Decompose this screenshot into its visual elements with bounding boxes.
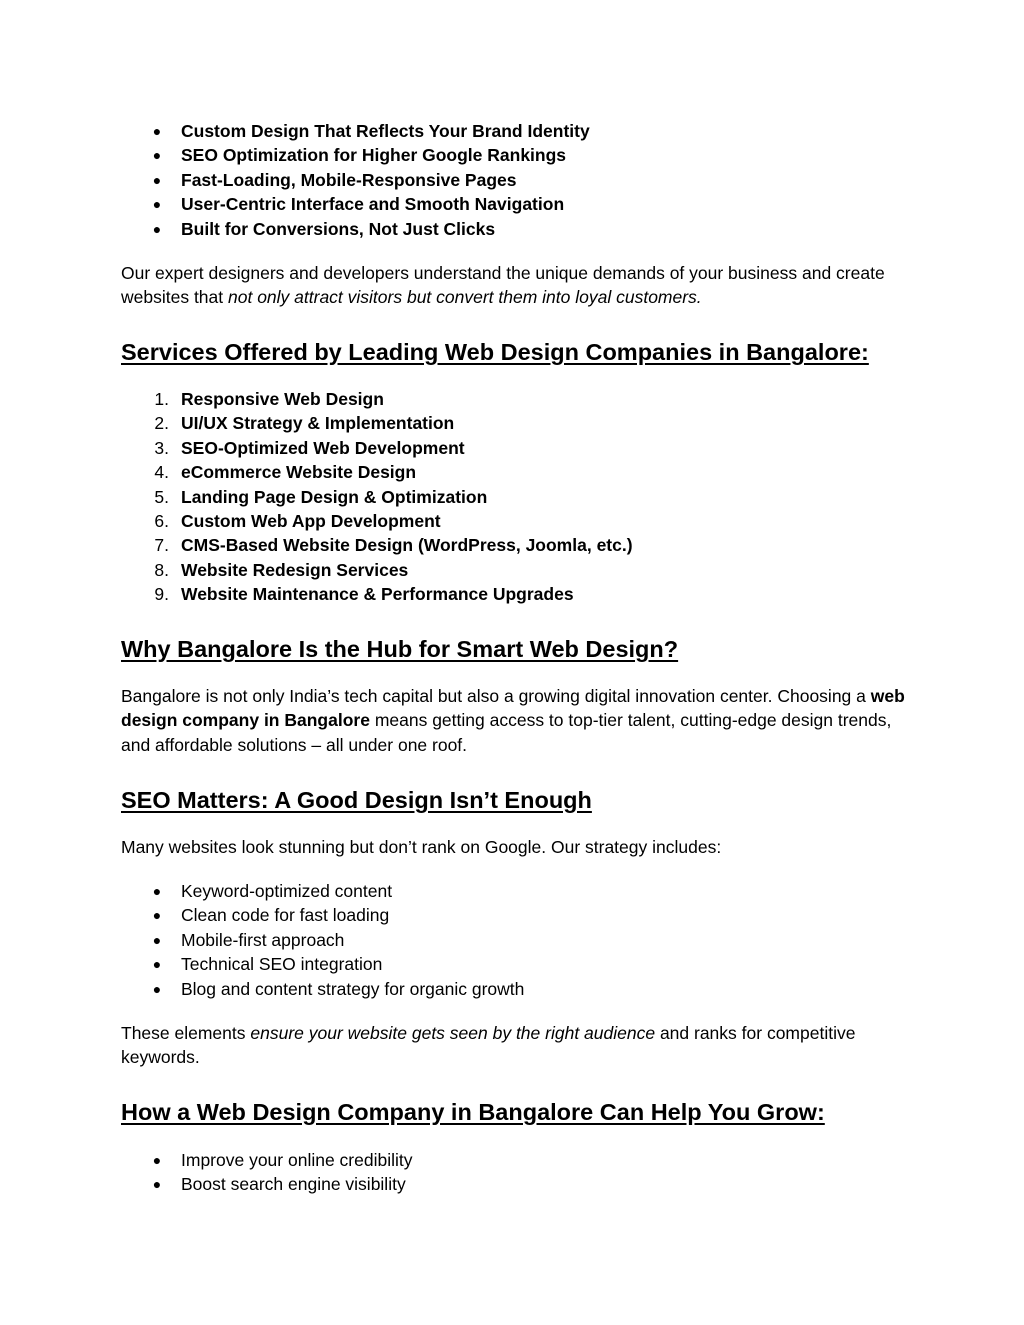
closing-text-a: These elements: [121, 1023, 251, 1043]
list-number: 3.: [154, 437, 169, 458]
intro-paragraph: [121, 261, 911, 310]
list-number: 4.: [154, 462, 169, 483]
list-item-text: eCommerce Website Design: [181, 462, 417, 483]
list-item-text: SEO-Optimized Web Development: [181, 437, 465, 458]
services-heading: Services Offered by Leading Web Design Companies in Bangalore:: [121, 339, 869, 365]
bullet-icon: ●: [152, 220, 162, 237]
list-item-text: Mobile-first approach: [181, 929, 345, 950]
list-item-text: Technical SEO integration: [181, 954, 383, 975]
list-item-text: UI/UX Strategy & Implementation: [181, 413, 455, 434]
why-text-b: means getting access to top-tier talent, cutting-edge design trends, and affordable solutions – all under one roof.: [121, 710, 892, 755]
list-number: 7.: [154, 535, 169, 556]
bullet-icon: ●: [152, 1152, 162, 1168]
seo-intro-paragraph: Many websites look stunning but don’t rank on Google. Our strategy includes:: [121, 837, 722, 857]
intro-emphasis: not only attract visitors but convert them into loyal customers.: [228, 287, 702, 308]
list-number: 6.: [154, 510, 169, 531]
list-item-text: CMS-Based Website Design (WordPress, Joomla, etc.): [181, 535, 633, 556]
list-item-text: User-Centric Interface and Smooth Navigation: [181, 194, 565, 215]
closing-emphasis: ensure your website gets seen by the right audience: [250, 1023, 656, 1043]
list-item-text: Website Redesign Services: [181, 559, 409, 580]
list-number: 2.: [154, 413, 169, 434]
list-item-text: Landing Page Design & Optimization: [181, 486, 488, 507]
bullet-icon: ●: [152, 171, 162, 188]
list-item-text: Built for Conversions, Not Just Clicks: [181, 218, 496, 239]
bullet-icon: ●: [152, 883, 162, 899]
grow-heading: How a Web Design Company in Bangalore Can Help You Grow:: [121, 1099, 825, 1125]
list-item-text: Custom Design That Reflects Your Brand Identity: [181, 121, 590, 141]
list-item-text: Improve your online credibility: [181, 1150, 413, 1170]
seo-matters-heading: SEO Matters: A Good Design Isn’t Enough: [121, 787, 592, 813]
bullet-icon: ●: [152, 907, 162, 924]
bullet-icon: ●: [152, 123, 162, 139]
list-item-text: Blog and content strategy for organic growth: [181, 978, 525, 999]
list-item-text: Boost search engine visibility: [181, 1174, 406, 1195]
list-item-text: Custom Web App Development: [181, 510, 441, 531]
list-item-text: Clean code for fast loading: [181, 905, 390, 926]
bullet-icon: ●: [152, 931, 162, 948]
list-item-text: Keyword-optimized content: [181, 881, 393, 901]
list-number: 1.: [154, 389, 169, 409]
list-item-text: SEO Optimization for Higher Google Rankings: [181, 145, 567, 166]
bullet-icon: ●: [152, 196, 162, 213]
list-number: 5.: [154, 486, 169, 507]
why-bangalore-paragraph: [121, 684, 911, 757]
list-item-text: Website Maintenance & Performance Upgrades: [181, 584, 574, 605]
bullet-icon: ●: [152, 1176, 162, 1193]
intro-text: Our expert designers and developers understand the unique demands of your business and create websites that: [121, 263, 885, 308]
list-number: 8.: [154, 559, 169, 580]
closing-text-b: and ranks for competitive keywords.: [121, 1023, 856, 1068]
why-bold-text: web design company in Bangalore: [121, 686, 905, 731]
why-bangalore-heading: Why Bangalore Is the Hub for Smart Web Design?: [121, 636, 679, 662]
list-number: 9.: [154, 584, 169, 605]
bullet-icon: ●: [152, 980, 162, 997]
why-text-a: Bangalore is not only India’s tech capital but also a growing digital innovation center. Choosing a: [121, 686, 871, 706]
bullet-icon: ●: [152, 956, 162, 973]
bullet-icon: ●: [152, 147, 162, 164]
list-item-text: Responsive Web Design: [181, 389, 384, 409]
list-item-text: Fast-Loading, Mobile-Responsive Pages: [181, 169, 517, 190]
seo-closing-paragraph: [121, 1021, 911, 1070]
